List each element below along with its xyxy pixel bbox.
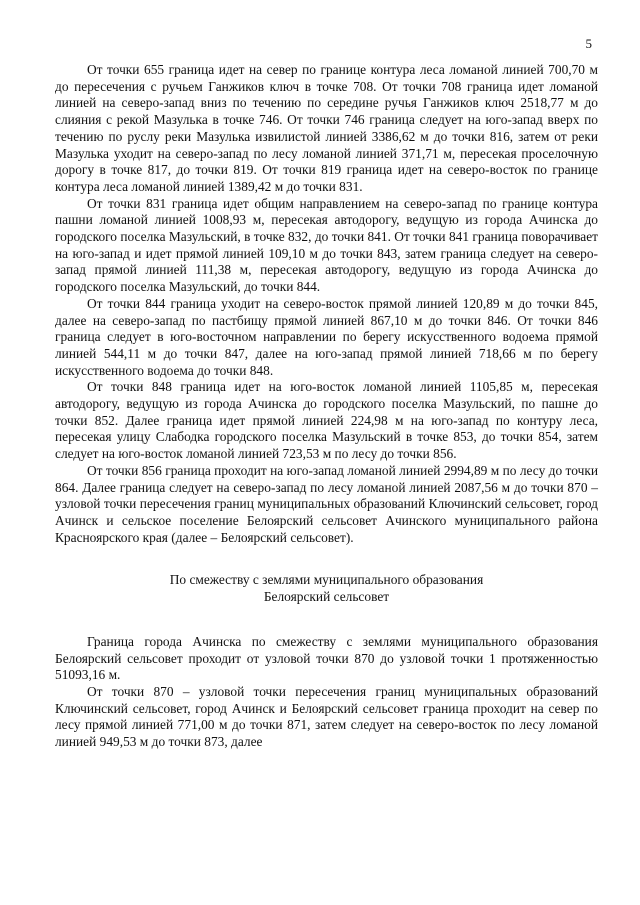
page-number: 5 [585,36,592,51]
section-heading [55,572,598,605]
body-text [55,62,598,751]
paragraph: От точки 856 граница проходит на юго-запад ломаной линией 2994,89 м по лесу до точки 864. Далее граница следует на северо-запад по лесу ломаной линией 2087,56 м до точки 870 – узловой точки пересечения границ муниципальных образований Ключинский сельсовет, город Ачинск и сельское поселение Белоярский сельсовет Ачинского муниципального района Красноярского края (далее – Белоярский сельсовет). [55,462,598,545]
section-heading-line: Белоярский сельсовет [263,589,390,605]
paragraph: От точки 870 – узловой точки пересечения границ муниципальных образований Ключинский сельсовет, город Ачинск и Белоярский сельсовет граница проходит на север по лесу прямой линией 771,00 м до точки 871, затем следует на северо-восток по лесу ломаной линией 949,53 м до точки 873, далее [55,683,598,750]
paragraph: Граница города Ачинска по смежеству с землями муниципального образования Белоярский сельсовет проходит от узловой точки 870 до узловой точки 1 протяженностью 51093,16 м. [55,633,598,683]
section-heading-line: По смежеству с землями муниципального образования [169,572,484,588]
paragraph: От точки 844 граница уходит на северо-восток прямой линией 120,89 м до точки 845, далее на северо-запад по пастбищу прямой линией 867,10 м до точки 846. От точки 846 граница следует в юго-восточном направлении по берегу искусственного водоема прямой линией 544,11 м до точки 847, далее на юго-запад прямой линией 718,66 м по берегу искусственного водоема до точки 848. [55,295,598,378]
paragraph: От точки 655 граница идет на север по границе контура леса ломаной линией 700,70 м до пересечения с ручьем Ганжиков ключ в точке 708. От точки 708 граница идет ломаной линией на северо-запад вниз по течению по середине ручья Ганжиков ключ 2518,77 м до слияния с рекой Мазулька в точке 746. От точки 746 граница следует на юго-запад вверх по течению по руслу реки Мазулька извилистой линией 3386,62 м до точки 816, затем от реки Мазулька уходит на северо-запад по лесу ломаной линией 371,71 м, пересекая проселочную дорогу в точке 817, до точки 819. От точки 819 граница идет на северо-восток по границе контура леса ломаной линией 1389,42 м до точки 831. [55,62,598,194]
paragraph: От точки 848 граница идет на юго-восток ломаной линией 1105,85 м, пересекая автодорогу, ведущую из города Ачинска до городского поселка Мазульский, по пашне до точки 852. Далее граница идет прямой линией 224,98 м на юго-запад по контуру леса, пересекая улицу Слабодка городского поселка Мазульский в точке 853, до точки 854, затем следует на юго-восток ломаной линией 723,53 м по лесу до точки 856. [55,379,598,462]
paragraph: От точки 831 граница идет общим направлением на северо-запад по границе контура пашни ломаной линией 1008,93 м, пересекая автодорогу, ведущую из города Ачинска до городского поселка Мазульский, в точке 832, до точки 841. От точки 841 граница поворачивает на юго-запад и идет прямой линией 109,10 м до точки 843, затем граница следует на северо-запад прямой линией 111,38 м, пересекая автодорогу, ведущую из города Ачинска до городского поселка Мазульский, до точки 844. [55,195,598,295]
